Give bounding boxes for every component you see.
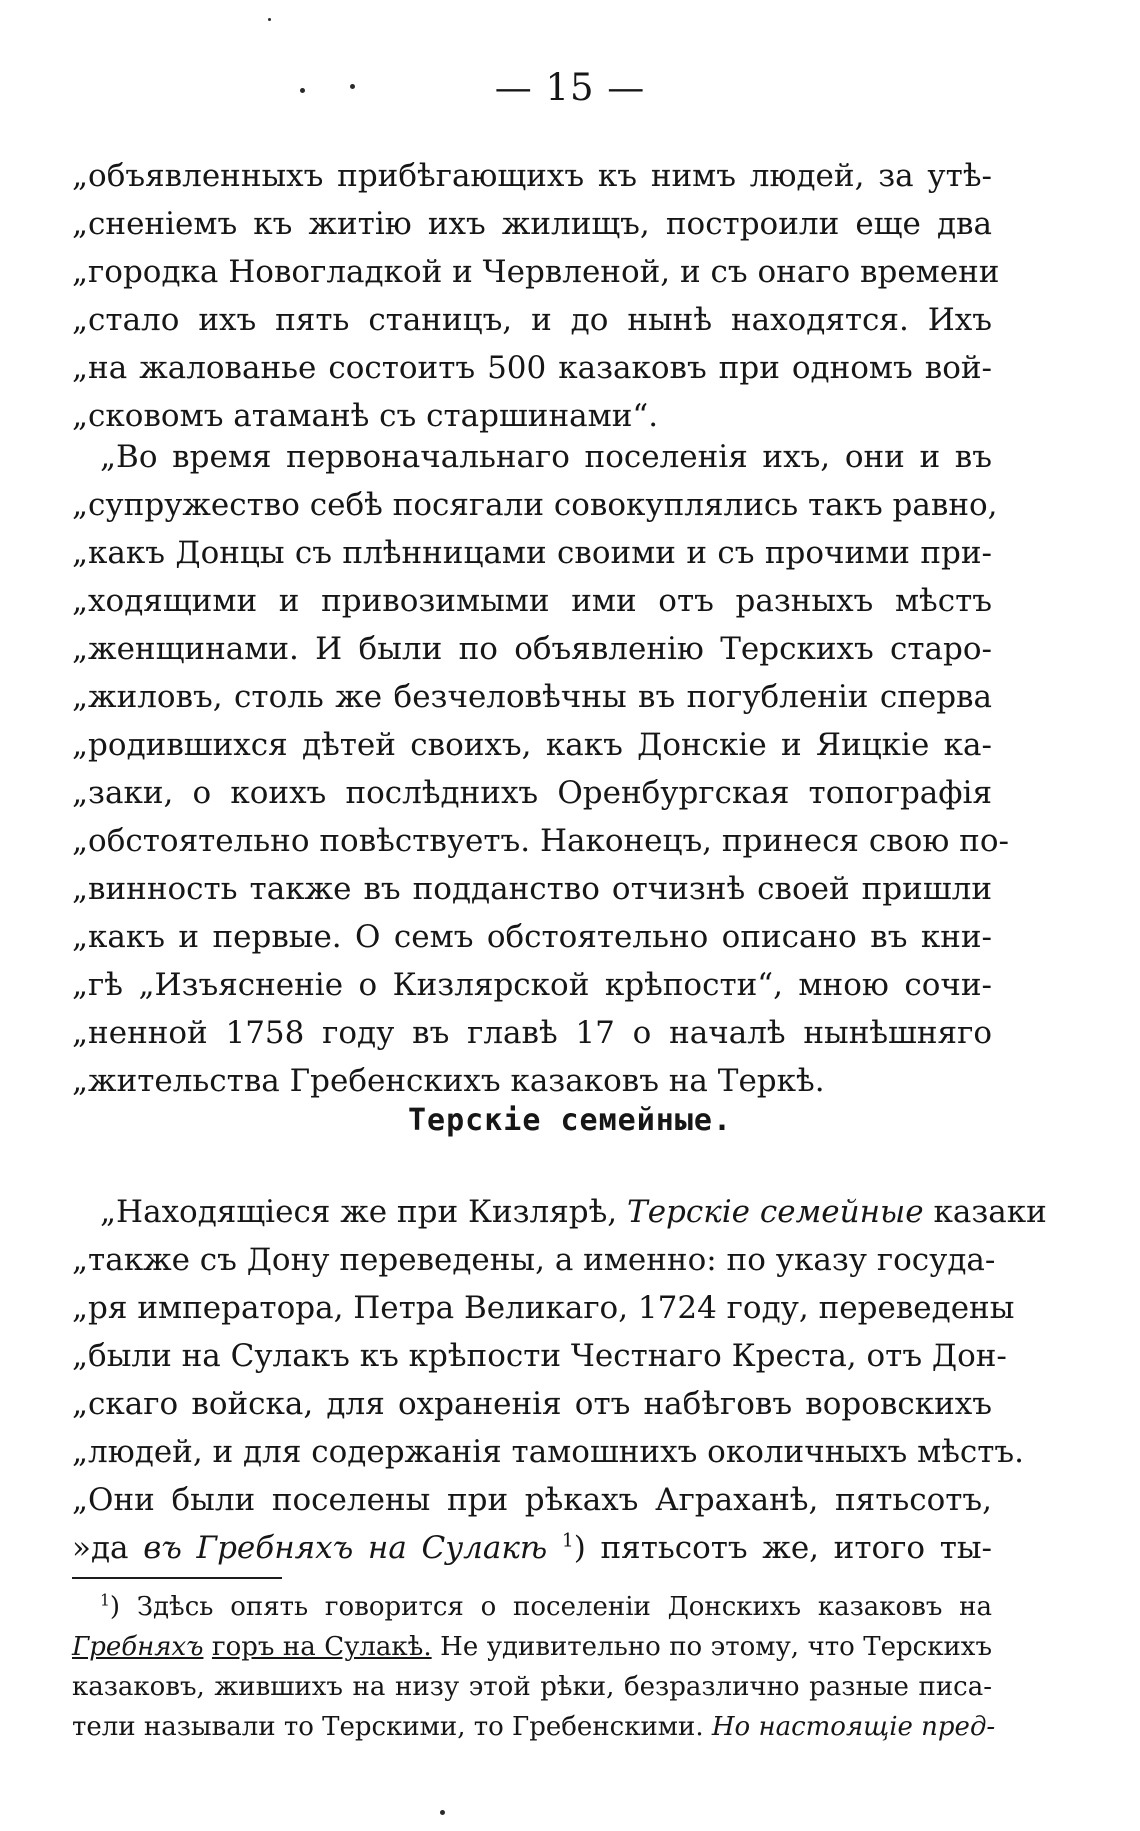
footnote-divider xyxy=(72,1577,282,1579)
italic-term: Гребняхъ xyxy=(72,1632,204,1662)
text-line: „сковомъ атаманѣ съ старшинами“. xyxy=(72,398,659,434)
text-run: казаки xyxy=(933,1194,1047,1230)
footnote-line xyxy=(72,1587,992,1627)
text-line xyxy=(72,1188,1047,1236)
underlined-text: горъ на Сулакѣ. xyxy=(211,1632,432,1662)
text-line: „сненіемъ къ житію ихъ жилищъ, построили еще два xyxy=(72,206,992,242)
text-run: „Находящіеся же при Кизлярѣ, xyxy=(100,1194,618,1230)
text-line: „ря императора, Петра Великаго, 1724 году, переведены xyxy=(72,1290,1015,1326)
text-line: „городка Новогладкой и Червленой, и съ онаго времени xyxy=(72,254,1000,290)
text-line: „винность также въ подданство отчизнѣ своей пришли xyxy=(72,871,992,907)
text-line: „Во время первоначальнаго поселенія ихъ, они и въ xyxy=(100,439,992,475)
footnote-line: казаковъ, жившихъ на низу этой рѣки, безразлично разные писа- xyxy=(72,1672,992,1702)
page-number: — 15 — xyxy=(494,66,646,109)
footnote-marker: 1 xyxy=(100,1591,110,1610)
paragraph-3 xyxy=(72,1188,1047,1572)
text-line: „объявленныхъ прибѣгающихъ къ нимъ людей, за утѣ- xyxy=(72,158,992,194)
paragraph-2 xyxy=(72,433,1009,1105)
text-line: „на жалованье состоитъ 500 казаковъ при одномъ вой- xyxy=(72,350,992,386)
text-line: „гѣ „Изъясненіе о Кизлярской крѣпости“, мною сочи- xyxy=(72,967,992,1003)
text-line: „заки, о коихъ послѣднихъ Оренбургская топографія xyxy=(72,775,992,811)
footnote xyxy=(72,1587,996,1747)
italic-term: Но настоящіе пред- xyxy=(711,1712,996,1742)
text-line: „также съ Дону переведены, а именно: по указу госуда- xyxy=(72,1242,996,1278)
stray-mark xyxy=(440,1810,445,1815)
paragraph-1 xyxy=(72,152,1000,440)
section-heading: Терскіе семейные. xyxy=(407,1103,733,1138)
italic-term: въ Гребняхъ на Сулакѣ xyxy=(143,1530,548,1566)
footnote-line xyxy=(72,1627,992,1667)
text-run: ) пятьсотъ же, итого ты- xyxy=(573,1530,992,1566)
text-line: „людей, и для содержанія тамошнихъ околичныхъ мѣстъ. xyxy=(72,1434,1024,1470)
text-line: „Они были поселены при рѣкахъ Аграханѣ, пятьсотъ, xyxy=(72,1482,992,1518)
text-line: „ненной 1758 году въ главѣ 17 о началѣ нынѣшняго xyxy=(72,1015,992,1051)
text-run: »да xyxy=(72,1530,129,1566)
text-line: „жительства Гребенскихъ казаковъ на Теркѣ. xyxy=(72,1063,825,1099)
text-line: „стало ихъ пять станицъ, и до нынѣ находятся. Ихъ xyxy=(72,302,992,338)
stray-mark xyxy=(268,18,271,21)
text-line: „ходящими и привозимыми ими отъ разныхъ мѣстъ xyxy=(72,583,992,619)
text-run: ) Здѣсь опять говорится о поселеніи Донскихъ казаковъ на xyxy=(109,1592,992,1622)
footnote-line xyxy=(72,1707,996,1747)
footnote-reference[interactable]: 1 xyxy=(561,1530,574,1552)
text-line: „супружество себѣ посягали совокуплялись такъ равно, xyxy=(72,487,998,523)
text-run: Не удивительно по этому, что Терскихъ xyxy=(440,1632,993,1662)
text-run: тели называли то Терскими, то Гребенскими. xyxy=(72,1712,704,1742)
text-line xyxy=(72,1524,992,1572)
text-line: „обстоятельно повѣствуетъ. Наконецъ, принеся свою по- xyxy=(72,823,1009,859)
text-line: „родившихся дѣтей своихъ, какъ Донскіе и Яицкіе ка- xyxy=(72,727,992,763)
text-line: „жиловъ, столь же безчеловѣчны въ погубленіи сперва xyxy=(72,679,992,715)
text-line: „были на Сулакъ къ крѣпости Честнаго Креста, отъ Дон- xyxy=(72,1338,1007,1374)
text-line: „скаго войска, для охраненія отъ набѣговъ воровскихъ xyxy=(72,1386,992,1422)
text-line: „какъ Донцы съ плѣнницами своими и съ прочими при- xyxy=(72,535,992,571)
italic-term: Терскіе семейные xyxy=(627,1194,924,1230)
text-line: „какъ и первые. О семъ обстоятельно описано въ кни- xyxy=(72,919,992,955)
text-line: „женщинами. И были по объявленію Терскихъ старо- xyxy=(72,631,992,667)
